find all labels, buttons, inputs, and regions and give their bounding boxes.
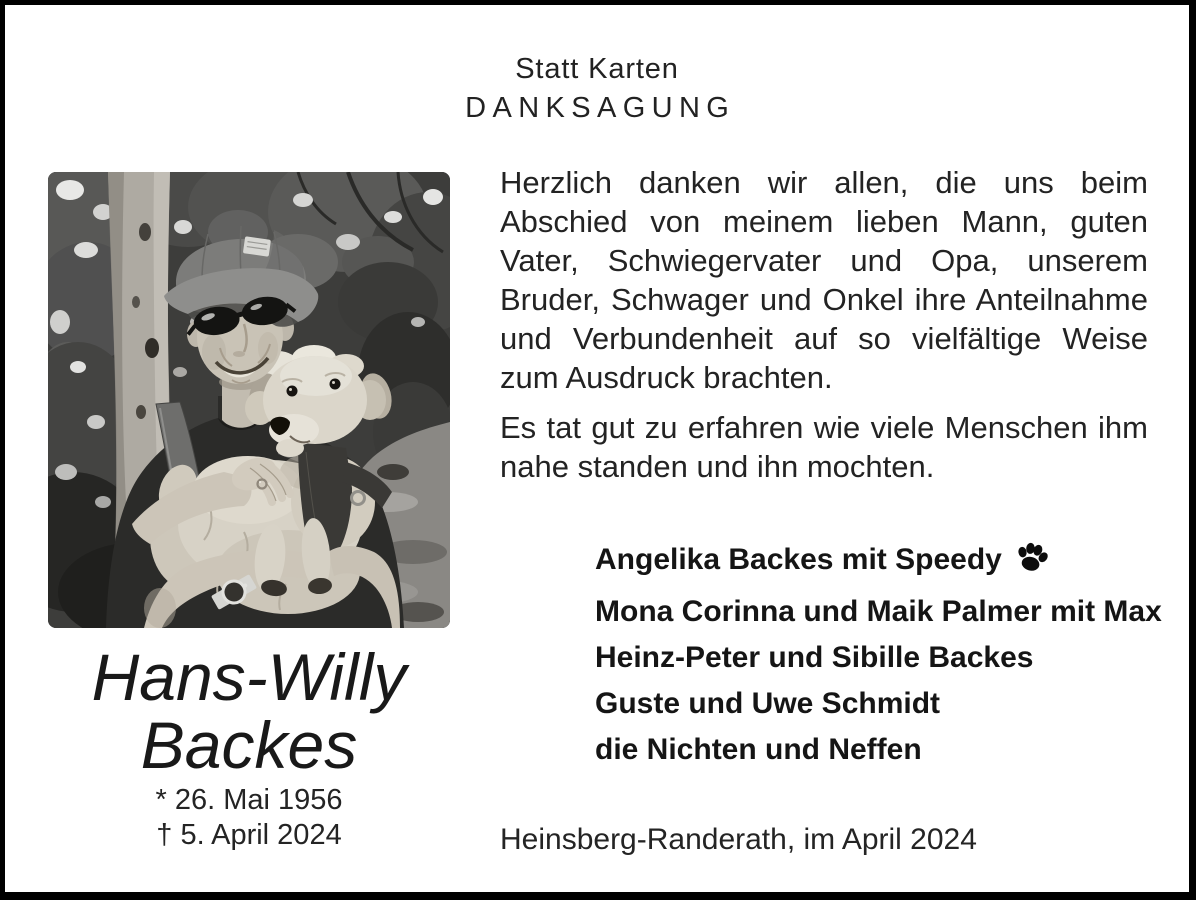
birth-date-line: * 26. Mai 1956	[155, 784, 343, 816]
photo-illustration	[48, 172, 450, 628]
mourners-list	[595, 537, 1162, 773]
death-date-line: † 5. April 2024	[156, 819, 342, 851]
deceased-name-line1: Hans-Willy	[91, 640, 407, 714]
pre-title: Statt Karten	[515, 53, 679, 85]
mourner-name: Heinz-Peter und Sibille Backes	[595, 641, 1034, 674]
mourner-name: die Nichten und Neffen	[595, 733, 922, 766]
deceased-name-line2: Backes	[140, 708, 358, 782]
mourner-line	[595, 635, 1162, 681]
deceased-name	[48, 640, 450, 782]
memorial-photo	[48, 172, 450, 628]
mourner-line	[595, 727, 1162, 773]
mourner-name: Guste und Uwe Schmidt	[595, 687, 941, 720]
paw-print-icon	[1015, 541, 1049, 589]
mourner-line	[595, 589, 1162, 635]
thanks-paragraph-2: Es tat gut zu erfahren wie viele Menschen ihm nahe standen und ihn mochten.	[500, 410, 1148, 484]
life-dates	[48, 783, 450, 853]
thanks-paragraph-1: Herzlich danken wir allen, die uns beim Abschied von meinem lieben Mann, guten Vater, Schwiegervater und Opa, unserem Bruder, Schwager und Onkel ihre Anteilnahme und Verbundenheit auf so vielfältige Weise zum Ausdruck brachten.	[500, 165, 1148, 395]
card-header	[5, 50, 1189, 128]
mourner-line	[595, 681, 1162, 727]
place-date-line: Heinsberg-Randerath, im April 2024	[500, 823, 977, 856]
mourner-line	[595, 537, 1162, 589]
mourner-name: Mona Corinna und Maik Palmer mit Max	[595, 595, 1162, 628]
mourner-name: Angelika Backes mit Speedy	[595, 543, 1002, 576]
page-title: DANKSAGUNG	[465, 92, 736, 124]
